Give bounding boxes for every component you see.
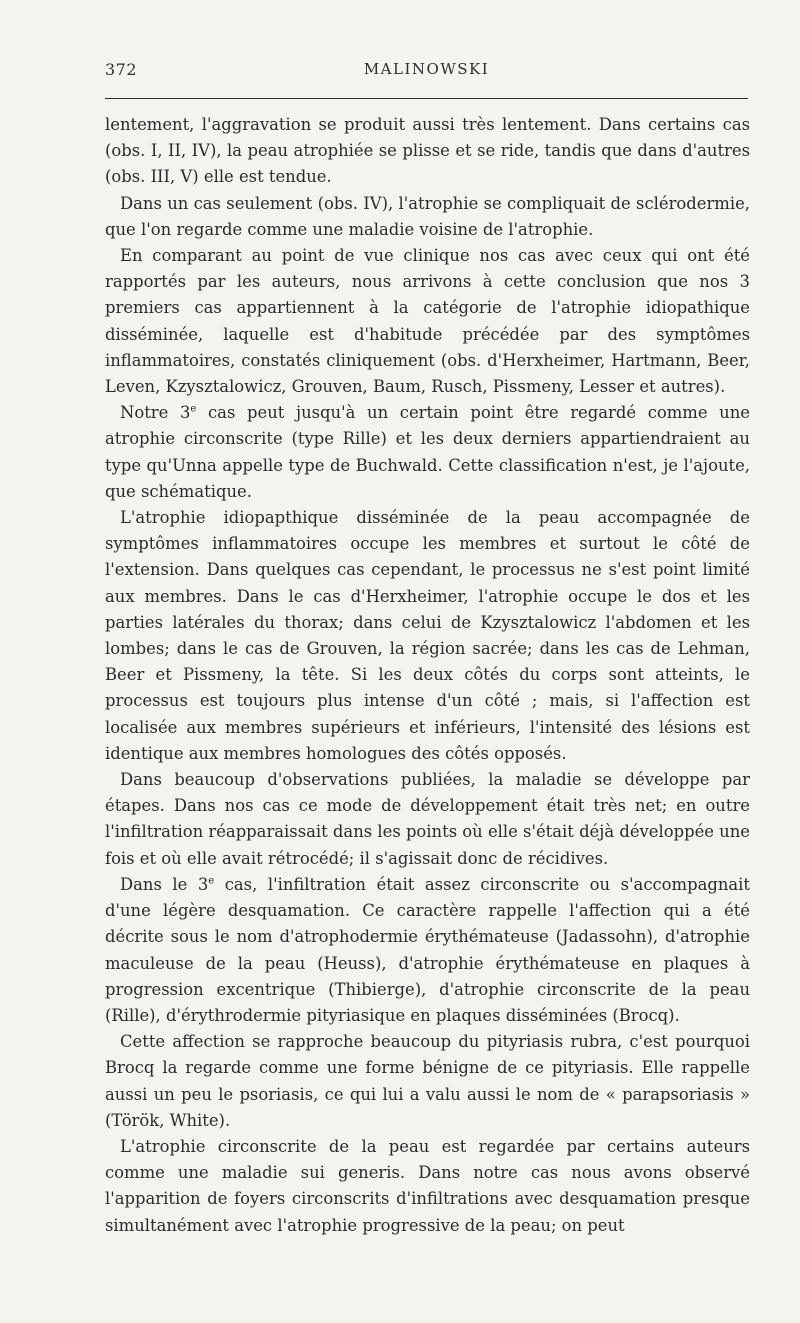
paragraph-1: lentement, l'aggravation se produit aussi très lentement. Dans certains cas (obs. I, II, IV), la peau atrophiée se plisse et se ride, tandis que dans d'autres (obs. III, V) elle est tendue.	[105, 115, 750, 187]
paragraph-8: Cette affection se rapproche beaucoup du pityriasis rubra, c'est pourquoi Brocq la regarde comme une forme bénigne de ce pityriasis. Elle rappelle aussi un peu le psoriasis, ce qui lui a valu aussi le nom de « parapsoriasis » (Török, White).	[105, 1032, 750, 1130]
paragraph-4-superscript: e	[190, 403, 197, 415]
header-rule	[105, 98, 748, 99]
paragraph-9: L'atrophie circonscrite de la peau est regardée par certains auteurs comme une maladie sui generis. Dans notre cas nous avons observé l'apparition de foyers circonscrits d'infiltrations avec desquamation presque simultanément avec l'atrophie progressive de la peau; on peut	[105, 1136, 750, 1235]
paragraph-7-superscript: e	[208, 875, 215, 887]
paragraph-4-text: cas peut jusqu'à un certain point être regardé comme une atrophie circonscrite (type Rille) et les deux derniers appartiendraient au type qu'Unna appelle type de Buchwald. Cette classification n'est, je l'ajoute, que schématique.	[105, 403, 750, 501]
paragraph-5: L'atrophie idiopapthique disséminée de la peau accompagnée de symptômes inflammatoires occupe les membres et surtout le côté de l'extension. Dans quelques cas cependant, le processus ne s'est point limité aux membres. Dans le cas d'Herxheimer, l'atrophie occupe le dos et les parties latérales du thorax; dans celui de Kzysztalowicz l'abdomen et les lombes; dans le cas de Grouven, la région sacrée; dans les cas de Lehman, Beer et Pissmeny, la tête. Si les deux côtés du corps sont atteints, le processus est toujours plus intense d'un côté ; mais, si l'affection est localisée aux membres supérieurs et inférieurs, l'intensité des lésions est identique aux membres homologues des côtés opposés.	[105, 508, 750, 763]
paragraph-3: En comparant au point de vue clinique nos cas avec ceux qui ont été rapportés par les auteurs, nous arrivons à cette conclusion que nos 3 premiers cas appartiennent à la catégorie de l'atrophie idiopathique disséminée, laquelle est d'habitude précédée par des symptômes inflammatoires, constatés cliniquement (obs. d'Herxheimer, Hartmann, Beer, Leven, Kzysztalowicz, Grouven, Baum, Rusch, Pissmeny, Lesser et autres).	[105, 246, 750, 397]
page-header	[105, 60, 748, 86]
running-head: MALINOWSKI	[363, 60, 490, 78]
paragraph-7	[105, 872, 750, 1029]
paragraph-2: Dans un cas seulement (obs. IV), l'atrophie se compliquait de sclérodermie, que l'on regarde comme une maladie voisine de l'atrophie.	[105, 193, 750, 239]
paragraph-4	[105, 400, 750, 505]
paragraph-4-prefix: Notre 3	[120, 403, 191, 423]
paragraph-7-text: cas, l'infiltration était assez circonscrite ou s'accompagnait d'une légère desquamation. Ce caractère rappelle l'affection qui a été décrite sous le nom d'atrophodermie érythémateuse (Jadassohn), d'atrophie maculeuse de la peau (Heuss), d'atrophie érythémateuse en plaques à progression excentrique (Thibierge), d'atrophie circonscrite de la peau (Rille), d'érythrodermie pityriasique en plaques disséminées (Brocq).	[105, 874, 750, 1025]
body-text	[105, 112, 750, 1239]
paragraph-6: Dans beaucoup d'observations publiées, la maladie se développe par étapes. Dans nos cas ce mode de développement était très net; en outre l'infiltration réapparaissait dans les points où elle s'était déjà développée une fois et où elle avait rétrocédé; il s'agissait donc de récidives.	[105, 770, 750, 868]
page-number: 372	[105, 60, 138, 79]
paragraph-7-prefix: Dans le 3	[120, 874, 209, 894]
